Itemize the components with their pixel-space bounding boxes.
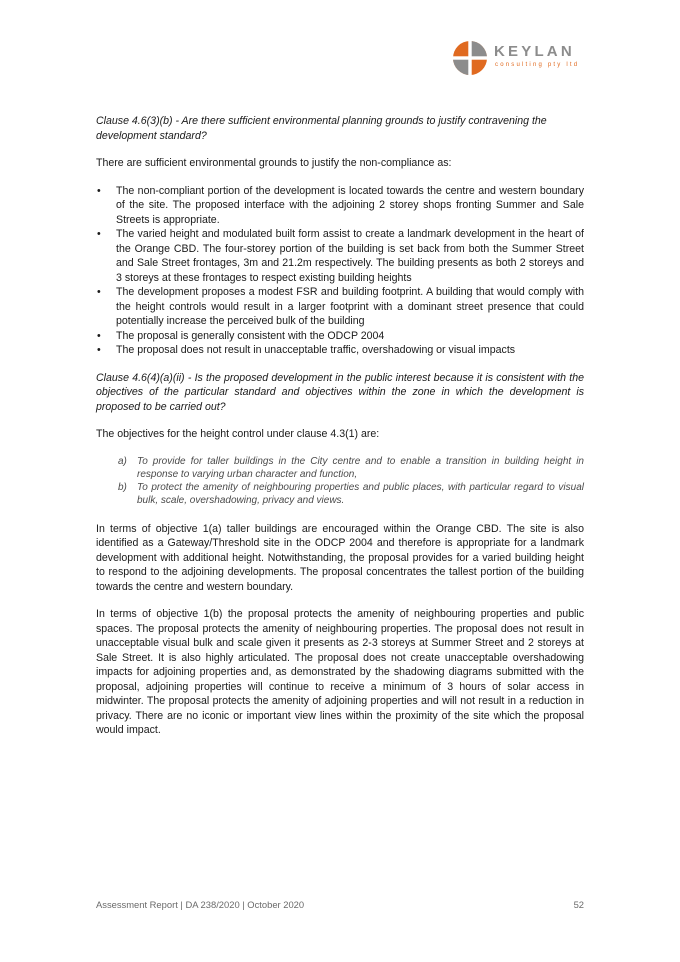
objective-marker: a) xyxy=(118,455,127,467)
page-number: 52 xyxy=(573,899,584,910)
grounds-intro: There are sufficient environmental grounds to justify the non-compliance as: xyxy=(96,157,452,169)
list-item xyxy=(96,227,584,285)
bullet-icon: • xyxy=(97,344,101,356)
objectives-intro: The objectives for the height control under clause 4.3(1) are: xyxy=(96,428,380,440)
bullet-icon: • xyxy=(97,329,101,342)
clause-question-1: Clause 4.6(3)(b) - Are there sufficient environmental planning grounds to justify contravening the development standard? xyxy=(96,115,547,142)
clause-question-2: Clause 4.6(4)(a)(ii) - Is the proposed development in the public interest because it is consistent with the objectives of the particular standard and objectives within the zone in which the development is proposed to be carried out? xyxy=(96,371,584,413)
list-item-text: The development proposes a modest FSR and building footprint. A building that would comply with the height controls would result in a larger footprint with a dominant street presence that could potentially increase the perceived bulk of the building xyxy=(116,286,584,327)
list-item-text: The varied height and modulated built form assist to create a landmark development in the heart of the Orange CBD. The four-storey portion of the building is set back from both the Summer Street and Sale Street frontages, 3m and 21.2m respectively. The building presents as both 2 storeys and 3 storeys at these frontages to respect existing building heights xyxy=(116,228,584,284)
footer-report-reference: Assessment Report | DA 238/2020 | October 2020 xyxy=(96,899,305,910)
list-item-text: The proposal does not result in unacceptable traffic, overshadowing or visual impacts xyxy=(116,344,516,356)
list-item xyxy=(96,343,584,358)
list-item xyxy=(96,184,584,228)
objectives-list xyxy=(96,455,584,507)
objective-b-paragraph: In terms of objective 1(b) the proposal protects the amenity of neighbouring properties and public spaces. The proposal protects the amenity of neighbouring properties. The proposal does not result in unacceptable visual bulk and scale given it presents as 2-3 storeys at Summer Street and 2 storeys at Sale Street. It is also highly articulated. The proposal does not create unacceptable overshadowing impacts for adjoining properties and, as demonstrated by the shadowing diagrams submitted with the proposal, adjoining properties will continue to receive a minimum of 3 hours of solar access in midwinter. The proposal protects the amenity of adjoining properties and will not result in a reduction in privacy. There are no iconic or important view lines within the proximity of the site which the proposal would impact. xyxy=(96,608,584,736)
bullet-icon: • xyxy=(97,286,101,298)
objective-text: To provide for taller buildings in the City centre and to enable a transition in building height in response to varying urban character and function, xyxy=(137,455,584,480)
list-item xyxy=(96,455,584,481)
list-item-text: The non-compliant portion of the development is located towards the centre and western boundary of the site. The proposed interface with the adjoining 2 storey shops fronting Summer and Sale Streets is appropriate. xyxy=(116,184,584,226)
list-item xyxy=(96,481,584,507)
bullet-icon: • xyxy=(97,184,101,197)
objective-text: To protect the amenity of neighbouring properties and public places, with particular regard to visual bulk, scale, overshadowing, privacy and views. xyxy=(137,481,584,506)
logo-wordmark: KEYLAN xyxy=(494,43,575,60)
keylan-logo-mark-icon xyxy=(452,40,488,76)
bullet-icon: • xyxy=(97,228,101,240)
objective-marker: b) xyxy=(118,481,127,493)
list-item xyxy=(96,329,584,344)
grounds-list xyxy=(96,184,584,358)
keylan-logo xyxy=(452,40,592,76)
report-body xyxy=(96,114,584,738)
objective-a-paragraph: In terms of objective 1(a) taller buildings are encouraged within the Orange CBD. The site is also identified as a Gateway/Threshold site in the ODCP 2004 and therefore is appropriate for a landmark development with additional height. Notwithstanding, the proposal provides for a varied building height to respond to the adjoining developments. The proposal concentrates the tallest portion of the building towards the centre and western boundary. xyxy=(96,522,584,593)
logo-tagline: consulting pty ltd xyxy=(495,62,580,68)
list-item xyxy=(96,285,584,329)
list-item-text: The proposal is generally consistent with the ODCP 2004 xyxy=(116,329,385,342)
